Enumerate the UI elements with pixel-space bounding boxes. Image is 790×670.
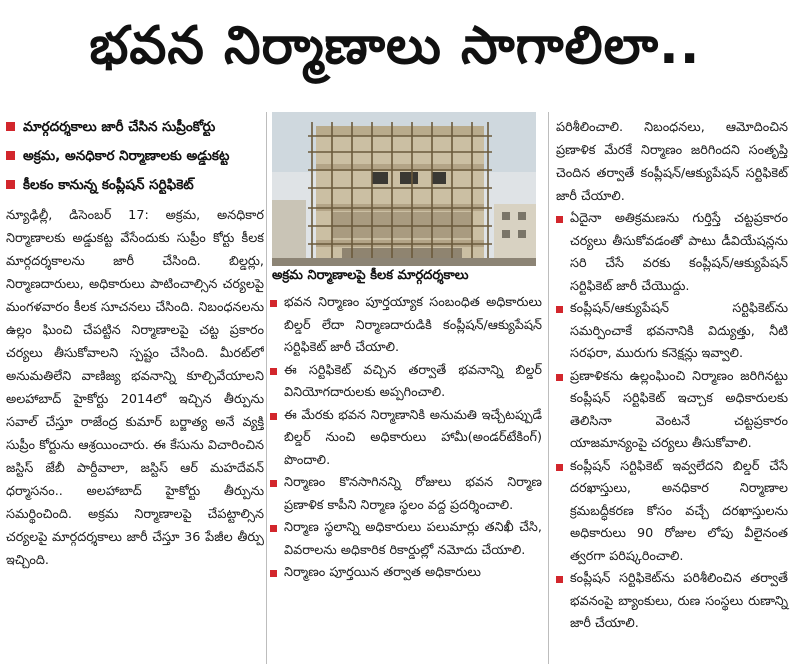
square-bullet-icon bbox=[556, 464, 563, 471]
column-divider bbox=[266, 112, 267, 664]
list-item: నిర్మాణం కొనసాగినన్ని రోజులు భవన నిర్మాణ ప్రణాళిక కాపీని నిర్మాణ స్థలం వద్ద ప్రదర్శించాలి. bbox=[270, 472, 542, 517]
article-paragraph: పరిశీలించాలి. నిబంధనలు, ఆమోదించిన ప్రణాళిక మేరకే నిర్మాణం జరిగిందని సంతృప్తి చెందిన తర్వాతే కంప్లీషన్/ఆక్యుపేషన్ సర్టిఫికెట్ జారీ చేయాలి. bbox=[556, 120, 788, 204]
list-item: కంప్లీషన్ సర్టిఫికెట్ ఇవ్వలేదని బిల్డర్ చేసే దరఖాస్తులు, అనధికార నిర్మాణాల క్రమబద్ధీకరణ కోసం వచ్చే దరఖాస్తులను అధికారులు 90 రోజుల లోపు వీలైనంత త్వరగా పరిష్కరించాలి. bbox=[556, 456, 788, 569]
column-divider bbox=[548, 112, 549, 664]
square-bullet-icon bbox=[556, 306, 563, 313]
square-bullet-icon bbox=[556, 576, 563, 583]
list-item: ప్రణాళికను ఉల్లంఘించి నిర్మాణం జరిగినట్టు కంప్లీషన్ సర్టిఫికెట్ ఇచ్చాక అధికారులకు తెలిసినా వెంటనే చట్టప్రకారం యాజమాన్యంపై చర్యలు తీసుకోవాలి. bbox=[556, 366, 788, 456]
highlight-item bbox=[6, 147, 268, 165]
list-item: నిర్మాణ స్థలాన్ని అధికారులు పలుమార్లు తనిఖీ చేసి, వివరాలను అధికారిక రికార్డుల్లో నమోదు చేయాలి. bbox=[270, 517, 542, 562]
list-item: కంప్లీషన్ సర్టిఫికెట్‌ను పరిశీలించిన తర్వాతే భవనంపై బ్యాంకులు, రుణ సంస్థలు రుణాన్ని జారీ చేయాలి. bbox=[556, 568, 788, 636]
highlight-item bbox=[6, 176, 268, 194]
highlight-text: మార్గదర్శకాలు జారీ చేసిన సుప్రీంకోర్టు bbox=[23, 119, 216, 135]
headline: భవన నిర్మాణాలు సాగాలిలా.. bbox=[89, 15, 701, 76]
highlight-text: కీలకం కానున్న కంప్లీషన్ సర్టిఫికెట్ bbox=[23, 177, 194, 193]
list-item: భవన నిర్మాణం పూర్తయ్యాక సంబంధిత అధికారులు బిల్డర్ లేదా నిర్మాణదారుడికి కంప్లీషన్/ఆక్యుపేషన్ సర్టిఫికెట్ జారీ చేయాలి. bbox=[270, 292, 542, 360]
list-item: నిర్మాణం పూర్తయిన తర్వాత అధికారులు bbox=[270, 562, 542, 585]
highlight-text: అక్రమ, అనధికార నిర్మాణాలకు అడ్డుకట్ట bbox=[23, 148, 230, 164]
square-bullet-icon bbox=[6, 151, 15, 160]
square-bullet-icon bbox=[270, 300, 277, 307]
list-item: ఈ మేరకు భవన నిర్మాణానికి అనుమతి ఇచ్చేటప్పుడే బిల్డర్ నుంచి అధికారులు హామీ(అండర్‌టేకింగ్) పొందాలి. bbox=[270, 405, 542, 473]
list-item: కంప్లీషన్/ఆక్యుపేషన్ సర్టిఫికెట్‌ను సమర్పించాకే భవనానికి విద్యుత్తు, నీటి సరఫరా, మురుగు కనెక్షన్లు ఇవ్వాలి. bbox=[556, 298, 788, 366]
article-paragraph: న్యూఢిల్లీ, డిసెంబర్ 17: అక్రమ, అనధికార నిర్మాణాలకు అడ్డుకట్ట వేసేందుకు సుప్రీం కోర్టు కీలక మార్గదర్శకాలను జారీ చేసింది. బిల్డర్లు, నిర్మాణదారులు, అధికారులు పాటించాల్సిన చర్యలపై మంగళవారం కీలక సూచనలు చేసింది. నిబంధనలను ఉల్లం ఘించి చేపట్టిన నిర్మాణాలపై చట్ట ప్రకారం చర్యలు తీసుకోవాలని స్పష్టం చేసింది. మీరట్‌లో అనుమతిలేని వాణిజ్య భవనాన్ని కూల్చివేయాలని అలహాబాద్ హైకోర్టు 2014లో ఇచ్చిన తీర్పును సవాల్ చేస్తూ రాజేంద్ర కుమార్ బర్జాత్య అనే వ్యక్తి సుప్రీం కోర్టును ఆశ్రయించారు. ఈ కేసును విచారించిన జస్టిస్ జేబీ పార్దీవాలా, జస్టిస్ ఆర్ మహదేవన్ ధర్మాసనం.. అలహాబాద్ హైకోర్టు తీర్పును సమర్థించింది. అక్రమ నిర్మాణాలపై చేపట్టాల్సిన చర్యలపై మార్గదర్శకాలు జారీ చేస్తూ 36 పేజీల తీర్పు ఇచ్చింది. bbox=[6, 208, 264, 568]
article-body-left bbox=[6, 204, 264, 664]
highlights-list bbox=[6, 118, 268, 205]
highlight-item bbox=[6, 118, 268, 136]
square-bullet-icon bbox=[6, 180, 15, 189]
square-bullet-icon bbox=[270, 368, 277, 375]
square-bullet-icon bbox=[270, 413, 277, 420]
square-bullet-icon bbox=[270, 570, 277, 577]
photo-caption: అక్రమ నిర్మాణాలపై కీలక మార్గదర్శకాలు bbox=[272, 266, 536, 286]
list-item: ఏదైనా అతిక్రమణను గుర్తిస్తే చట్టప్రకారం చర్యలు తీసుకోవడంతో పాటు డీవియేషన్లను సరి చేసే వరకు కంప్లీషన్/ఆక్యుపేషన్ సర్టిఫికెట్ జారీ చేయొద్దు. bbox=[556, 208, 788, 298]
guidelines-list-middle bbox=[270, 292, 542, 585]
square-bullet-icon bbox=[270, 480, 277, 487]
guidelines-list-right bbox=[556, 116, 788, 636]
list-item: ఈ సర్టిఫికెట్ వచ్చిన తర్వాతే భవనాన్ని బిల్డర్ వినియోగదారులకు అప్పగించాలి. bbox=[270, 360, 542, 405]
square-bullet-icon bbox=[270, 525, 277, 532]
building-photo bbox=[272, 112, 536, 268]
square-bullet-icon bbox=[556, 374, 563, 381]
square-bullet-icon bbox=[556, 216, 563, 223]
building-under-construction-icon bbox=[272, 112, 536, 268]
square-bullet-icon bbox=[6, 122, 15, 131]
